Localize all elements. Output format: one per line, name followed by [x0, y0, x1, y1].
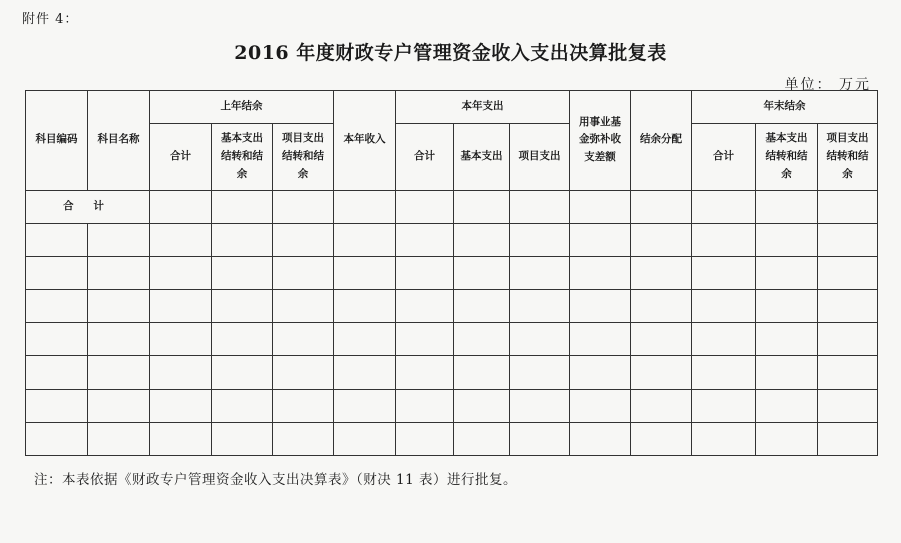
- header-prev-balance: 上年结余: [150, 91, 334, 124]
- header-expense-subtotal: 合计: [396, 124, 454, 190]
- unit-label: 单位： 万元: [784, 77, 871, 93]
- approval-table: [25, 90, 878, 456]
- table-row: [26, 290, 878, 323]
- table-cell: [756, 190, 818, 223]
- header-current-expense: 本年支出: [396, 91, 570, 124]
- table-cell: [631, 190, 692, 223]
- header-prev-subtotal: 合计: [150, 124, 212, 190]
- header-current-income: 本年收入: [334, 91, 396, 191]
- table-cell: [818, 190, 878, 223]
- total-row: [26, 190, 878, 223]
- table-cell: [454, 190, 510, 223]
- empty-rows: [26, 223, 878, 455]
- header-subject-code: 科目编码: [26, 91, 88, 191]
- table-cell: [273, 190, 334, 223]
- table-cell: [570, 190, 631, 223]
- header-project-expense: 项目支出: [510, 124, 570, 190]
- table-cell: [334, 190, 396, 223]
- table-cell: [510, 190, 570, 223]
- page-title: 2016 年度财政专户管理资金收入支出决算批复表: [234, 42, 667, 64]
- header-end-basic-carryover: 基本支出结转和结余: [756, 124, 818, 190]
- table-row: [26, 256, 878, 289]
- table-row: [26, 223, 878, 256]
- table-row: [26, 356, 878, 389]
- header-end-subtotal: 合计: [692, 124, 756, 190]
- table-row: [26, 422, 878, 455]
- header-fund-cover: 用事业基金弥补收支差额: [570, 91, 631, 191]
- table-cell: [692, 190, 756, 223]
- table-cell: [212, 190, 273, 223]
- table-row: [26, 323, 878, 356]
- header-basic-expense: 基本支出: [454, 124, 510, 190]
- table-cell: [150, 190, 212, 223]
- footnote: 注：本表依据《财政专户管理资金收入支出决算表》（财决 11 表）进行批复。: [34, 472, 518, 488]
- attachment-label: 附件 4：: [22, 12, 79, 27]
- table-row: [26, 389, 878, 422]
- header-year-end-balance: 年末结余: [692, 91, 878, 124]
- header-end-project-carryover: 项目支出结转和结余: [818, 124, 878, 190]
- table-cell: [396, 190, 454, 223]
- total-row-label: 合 计: [26, 190, 150, 223]
- header-prev-project-carryover: 项目支出结转和结余: [273, 124, 334, 190]
- header-prev-basic-carryover: 基本支出结转和结余: [212, 124, 273, 190]
- header-subject-name: 科目名称: [88, 91, 150, 191]
- header-surplus-distribution: 结余分配: [631, 91, 692, 191]
